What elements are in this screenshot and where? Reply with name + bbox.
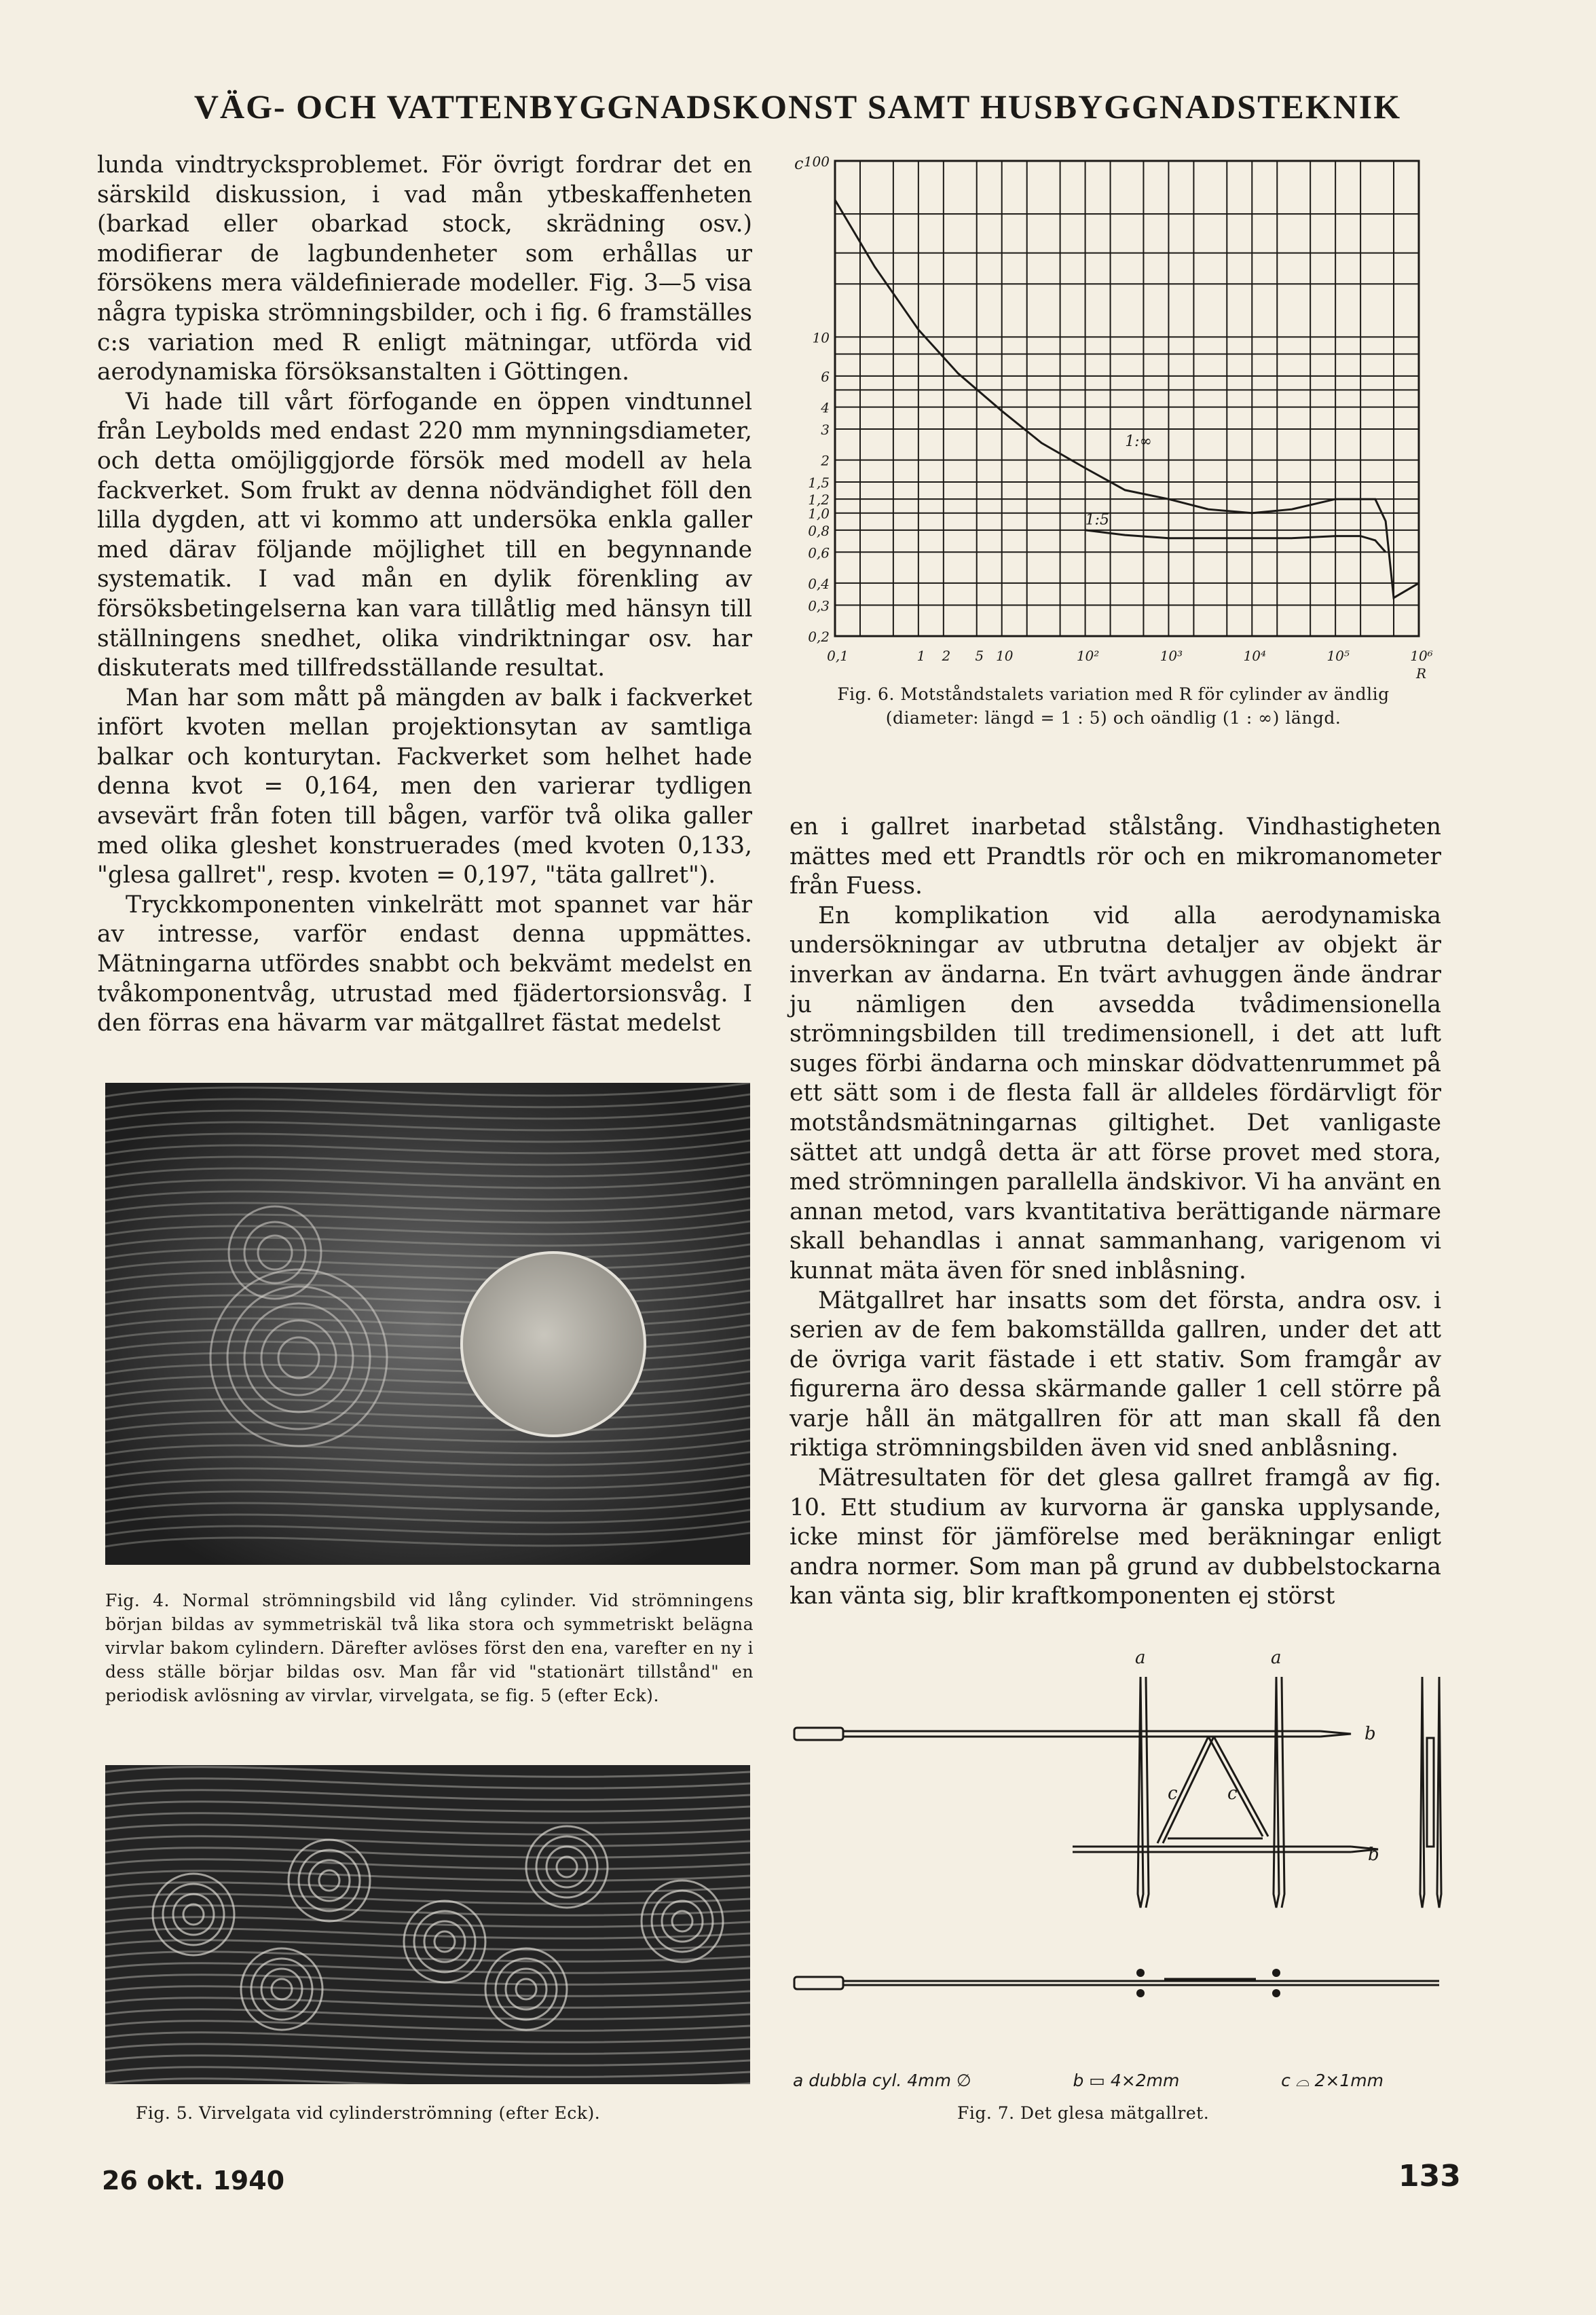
y-tick-label: 2 [821,452,830,469]
x-tick-label: 10 [995,648,1014,664]
series-line [835,200,1419,598]
paragraph: Mätgallret har insatts som det första, andra osv. i serien av de fem bakomställda gallren, under det att de övriga varit fästade i ett stativ. Som framgår av figurerna äro dessa skärmande galler 1 cell större på varje håll än mätgallren för att man skall få den riktiga strömningsbilden även vid sned anblåsning. [790,1286,1441,1462]
page-header: VÄG- OCH VATTENBYGGNADSKONST SAMT HUSBYGGNADSTEKNIK [193,88,1402,126]
paragraph: Vi hade till vårt förfogande en öppen vindtunnel från Leybolds med endast 220 mm mynningsdiameter, och detta omöjliggjorde försök med modell av hela fackverket. Som frukt av denna nödvändighet föll den lilla dygden, att vi kommo att undersöka enkla galler med därav följande möjlighet till en begynnande systematik. I vad mån en dylik förenkling av försöksbetingelserna kan vara tillåtlig med hänsyn till ställningens snedhet, olika vindriktningar osv. har diskuterats med tillfredsställande resultat. [97,388,752,682]
data-point [1208,509,1209,510]
flow-photo-cylinder [105,1083,750,1565]
paragraph: lunda vindtrycksproblemet. För övrigt fordrar det en särskild diskussion, i vad mån ytbeskaffenheten (barkad eller obarkad stock, skrädning osv.) modifierar de lagbundenheter som erhållas ur försökens mera väldefinierade modeller. Fig. 3—5 visa några typiska strömningsbilder, och i fig. 6 framställes c:s variation med R enligt mätningar, utförda vid aerodynamiska försöksanstalten i Göttingen. [97,151,752,386]
y-tick-label: 0,8 [808,522,830,539]
y-tick-label: 6 [821,368,830,385]
fig7-drawing [787,1636,1453,2071]
x-tick-label: 2 [942,648,951,664]
y-tick-label: 0,6 [808,544,830,561]
y-tick-label: 100 [803,153,830,170]
right-column [790,813,1441,1612]
data-point [1125,489,1126,490]
y-tick-label: 0,2 [808,629,830,645]
paragraph: en i gallret inarbetad stålstång. Vindhastigheten mättes med ett Prandtls rör och en mikromanometer från Fuess. [790,813,1441,900]
label-b-top: b [1365,1724,1376,1744]
fig7-caption: Fig. 7. Det glesa mätgallret. [957,2103,1210,2123]
page-number: 133 [1398,2159,1461,2193]
y-axis-label: c [794,154,804,173]
x-tick-label: 10² [1076,648,1100,664]
x-axis-label: R [1416,665,1427,682]
footer-date: 26 okt. 1940 [102,2166,285,2196]
y-tick-label: 0,4 [808,575,830,592]
data-point [1335,499,1336,500]
paragraph: Tryckkomponenten vinkelrätt mot spannet var här av intresse, varför endast denna uppmättes. Mätningarna utfördes snabbt och bekvämt medelst en tvåkomponentvåg, utrustad med fjädertorsionsvåg. I den förras ena hävarm var mätgallret fästat medelst [97,891,752,1037]
y-tick-label: 4 [821,399,830,416]
fig6-chart [781,146,1460,689]
label-a: a [1135,1648,1146,1668]
paragraph: En komplikation vid alla aerodynamiska undersökningar av utbrutna detaljer av objekt är inverkan av ändarna. En tvärt avhuggen ände ändrar ju nämligen den avsedda tvådimensionella strömningsbilden till tredimensionell, i det att luft suges förbi ändarna och minskar dödvattenrummet på ett sätt som i de flesta fall är alldeles fördärvligt för motståndsmätningarnas giltighet. Det vanligaste sättet att undgå detta är att förse provet med stora, med strömningen parallella ändskivor. Vi ha använt en annan metod, vars kvantitativa berättigande närmare skall behandlas i annat sammanhang, varigenom vi kunnat mäta även för sned inblåsning. [790,902,1441,1284]
legend-a: a dubbla cyl. 4mm ∅ [793,2071,971,2090]
x-tick-label: 10⁵ [1326,648,1350,664]
fig4-caption: Fig. 4. Normal strömningsbild vid lång cylinder. Vid strömningens början bildas av symmetriskäl två lika stora och symmetriskt belägna virvlar bakom cylindern. Därefter avlöses först den ena, varefter en ny i dess ställe börjar bildas osv. Man får vid "stationärt tillstånd" en periodisk avlösning av virvlar, virvelgata, se fig. 5 (efter Eck). [105,1591,754,1705]
data-point [1125,535,1126,536]
y-tick-label: 0,3 [808,597,830,614]
data-point [1168,499,1169,500]
data-point [1360,499,1361,500]
legend-b: b ▭ 4×2mm [1073,2071,1180,2090]
x-tick-label: 10⁶ [1410,648,1433,664]
series-line [1085,530,1386,552]
series-label: 1:5 [1085,511,1109,529]
y-tick-label: 3 [821,421,830,438]
y-tick-label: 10 [812,329,830,346]
plot-frame [835,161,1419,636]
left-column [97,151,752,1039]
y-tick-label: 1,2 [808,492,830,508]
label-b-bottom: b [1368,1845,1379,1865]
label-c-left: c [1168,1783,1178,1804]
x-tick-label: 10⁴ [1243,648,1267,664]
fig6-svg [781,146,1460,689]
fig5-caption: Fig. 5. Virvelgata vid cylinderströmning (efter Eck). [136,2103,601,2123]
vortex-street-photo [105,1765,750,2084]
paragraph: Man har som mått på mängden av balk i fackverket infört kvoten mellan projektionsytan av samtliga balkar och konturytan. Fackverket som helhet hade denna kvot = 0,164, men den varierar tydligen avsevärt från foten till bågen, varför två olika galler med olika gleshet konstruerades (med kvoten 0,133, "glesa gallret", resp. kvoten = 0,197, "täta gallret"). [97,684,752,889]
label-a-right: a [1271,1648,1282,1668]
x-tick-label: 0,1 [827,648,849,664]
legend-c: c ⌓ 2×1mm [1281,2071,1384,2090]
x-tick-label: 10³ [1159,648,1183,664]
y-tick-label: 1,5 [808,475,830,492]
fig5-photo [105,1765,750,2084]
x-tick-label: 5 [975,648,984,664]
series-label: 1:∞ [1125,433,1152,451]
x-tick-label: 1 [916,648,926,664]
data-point [1291,509,1292,510]
y-tick-label: 1,0 [808,505,830,522]
data-point [958,373,959,374]
paragraph: Mätresultaten för det glesa gallret framgå av fig. 10. Ett studium av kurvorna är ganska upplysande, icke minst för jämförelse med beräkningar enligt andra normer. Som man på grund av dubbelstockarna kan vänta sig, blir kraftkomponenten ej störst [790,1464,1441,1610]
fig7-legend [793,2071,1384,2091]
fig4-photo [105,1083,750,1565]
fig6-caption: Fig. 6. Motståndstalets variation med R för cylinder av ändlig (diameter: längd = 1 : 5) och oändlig (1 : ∞) längd. [837,684,1390,728]
label-c-right: c [1227,1783,1238,1804]
grid-frame-drawing [787,1636,1453,2071]
